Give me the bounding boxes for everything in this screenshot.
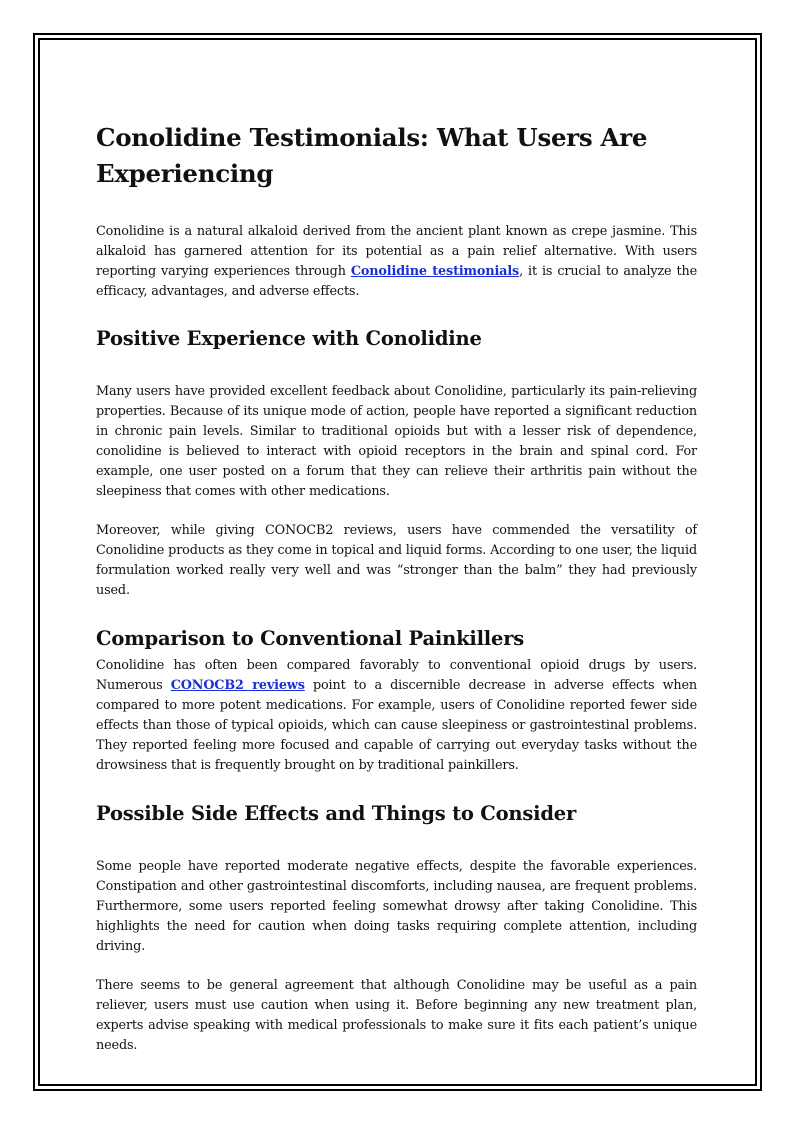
positive-paragraph-1: Many users have provided excellent feedback about Conolidine, particularly its pain-relieving properties. Because of its unique mode of action, people have reported a significant reduction in chronic pain levels. Similar to traditional opioids but with a lesser risk of dependence, conolidine is believed to interact with opioid receptors in the brain and spinal cord. For example, one user posted on a forum that they can relieve their arthritis pain without the sleepiness that comes with other medications.: [96, 384, 697, 499]
section-heading-comparison: Comparison to Conventional Painkillers: [96, 627, 525, 650]
conocb2-reviews-link[interactable]: CONOCB2 reviews: [170, 678, 305, 693]
intro-paragraph: [96, 222, 697, 302]
section-heading-side-effects: Possible Side Effects and Things to Consider: [96, 802, 577, 825]
intro-text-before-link: Conolidine is a natural alkaloid derived from the ancient plant known as crepe jasmine. This alkaloid has garnered attention for its potential as a pain relief alternative. With users reporting varying experiences through: [96, 224, 697, 279]
section-heading-positive: Positive Experience with Conolidine: [96, 327, 482, 350]
article: [96, 120, 697, 1056]
comparison-paragraph: [96, 656, 697, 776]
intro-text-after-link: , it is crucial to analyze the efficacy, advantages, and adverse effects.: [96, 264, 698, 299]
side-effects-paragraph-2: There seems to be general agreement that although Conolidine may be useful as a pain reliever, users must use caution when using it. Before beginning any new treatment plan, experts advise speaking with medical professionals to make sure it fits each patient’s unique needs.: [96, 978, 697, 1053]
conolidine-testimonials-link[interactable]: Conolidine testimonials: [350, 264, 520, 279]
side-effects-paragraph-1: Some people have reported moderate negative effects, despite the favorable experiences. Constipation and other gastrointestinal discomforts, including nausea, are frequent problems. Furthermore, some users reported feeling somewhat drowsy after taking Conolidine. This highlights the need for caution when doing tasks requiring complete attention, including driving.: [96, 859, 697, 954]
page-title: Conolidine Testimonials: What Users Are Experiencing: [96, 123, 648, 188]
positive-paragraph-2: Moreover, while giving CONOCB2 reviews, users have commended the versatility of Conolidine products as they come in topical and liquid forms. According to one user, the liquid formulation worked really very well and was “stronger than the balm” they had previously used.: [96, 523, 697, 598]
comparison-text-after-link: point to a discernible decrease in adverse effects when compared to more potent medications. For example, users of Conolidine reported fewer side effects than those of typical opioids, which can cause sleepiness or gastrointestinal problems. They reported feeling more focused and capable of carrying out everyday tasks without the drowsiness that is frequently brought on by traditional painkillers.: [96, 678, 697, 773]
comparison-text-before-link: Conolidine has often been compared favorably to conventional opioid drugs by users. Numerous: [96, 658, 697, 693]
